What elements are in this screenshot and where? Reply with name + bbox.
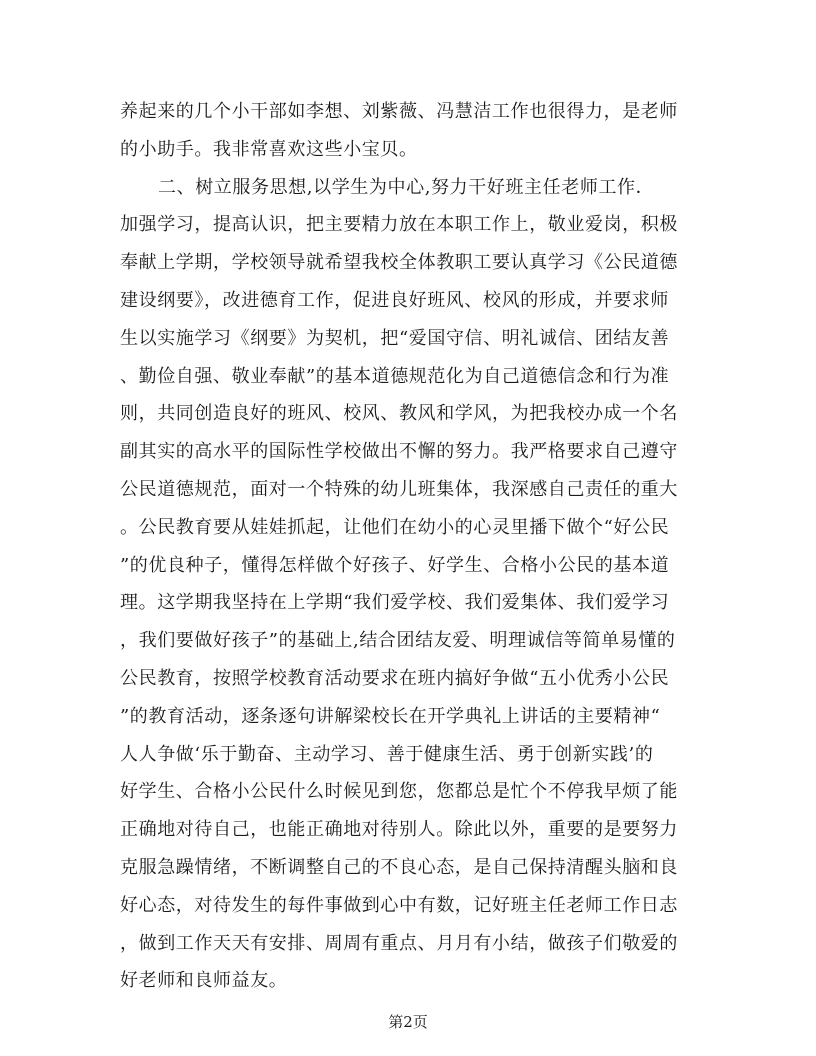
text-line: 好学生、合格小公民什么时候见到您，您都总是忙个不停我早烦了能 (120, 781, 678, 803)
text-line: 公民道德规范，面对一个特殊的幼儿班集体，我深感自己责任的重大 (120, 478, 678, 500)
text-line: 。公民教育要从娃娃抓起，让他们在幼小的心灵里播下做个“好公民 (120, 516, 670, 538)
text-line: 公民教育，按照学校教育活动要求在班内搞好争做“五小优秀小公民 (120, 667, 670, 689)
text-line: 养起来的几个小干部如李想、刘紫薇、冯慧洁工作也很得力，是老师 (120, 101, 678, 122)
text-line: ，做到工作天天有安排、周周有重点、月月有小结，做孩子们敬爱的 (120, 932, 678, 954)
text-line: 的小助手。我非常喜欢这些小宝贝。 (120, 138, 418, 160)
text-line: 则，共同创造良好的班风、校风、教风和学风，为把我校办成一个名 (120, 403, 678, 425)
text-line: 好心态，对待发生的每件事做到心中有数，记好班主任老师工作日志 (120, 894, 678, 916)
text-line: 建设纲要》，改进德育工作，促进良好班风、校风的形成，并要求师 (120, 289, 669, 311)
section-heading: 二、树立服务思想,以学生为中心,努力干好班主任老师工作． (158, 176, 655, 198)
text-line: 好老师和良师益友。 (120, 970, 288, 992)
text-line: 生以实施学习《纲要》为契机，把“爱国守信、明礼诚信、团结友善 (120, 327, 670, 349)
text-line: ”的教育活动，逐条逐句讲解梁校长在开学典礼上讲话的主要精神“ (120, 705, 661, 727)
page-number: 第2页 (388, 1013, 428, 1031)
text-line: 加强学习，提高认识，把主要精力放在本职工作上，敬业爱岗，积极 (120, 214, 678, 236)
text-line: 克服急躁情绪，不断调整自己的不良心态，是自己保持清醒头脑和良 (120, 856, 678, 878)
text-line: 理。这学期我坚持在上学期“我们爱学校、我们爱集体、我们爱学习 (120, 592, 670, 614)
text-line: 、勤俭自强、敬业奉献”的基本道德规范化为自己道德信念和行为准 (120, 365, 670, 387)
text-line: 奉献上学期，学校领导就希望我校全体教职工要认真学习《公民道德 (120, 252, 678, 274)
text-line: ，我们要做好孩子”的基础上,结合团结友爱、明理诚信等简单易懂的 (120, 630, 676, 652)
text-line: ”的优良种子，懂得怎样做个好孩子、好学生、合格小公民的基本道 (120, 554, 670, 576)
text-line: 正确地对待自己，也能正确地对待别人。除此以外，重要的是要努力 (120, 819, 678, 841)
text-line: 副其实的高水平的国际性学校做出不懈的努力。我严格要求自己遵守 (120, 441, 678, 463)
text-line: 人人争做‘乐于勤奋、主动学习、善于健康生活、勇于创新实践’的 (120, 743, 654, 765)
body-text (120, 93, 700, 1000)
